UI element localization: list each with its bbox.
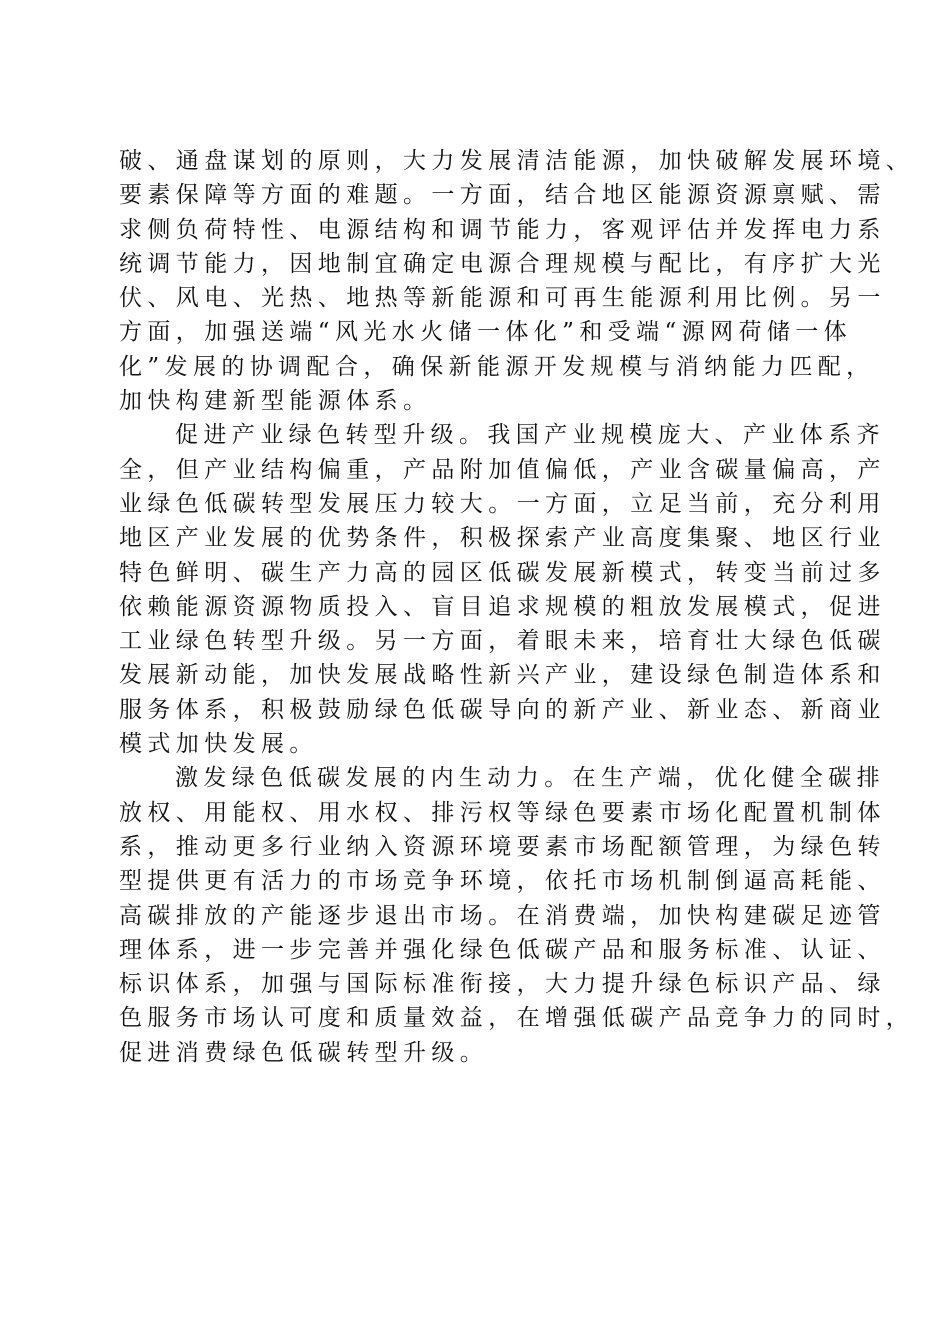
text-line: 全，但产业结构偏重，产品附加值偏低，产业含碳量偏高，产: [119, 456, 886, 483]
text-line: 工业绿色转型升级。另一方面，着眼未来，培育壮大绿色低碳: [119, 628, 886, 655]
text-line: 促进消费绿色低碳转型升级。: [119, 1039, 489, 1066]
text-line: 型提供更有活力的市场竞争环境，依托市场机制倒逼高耗能、: [119, 868, 886, 895]
document-body: [119, 144, 915, 1070]
paragraph-first-line: 促进产业绿色转型升级。我国产业规模庞大、产业体系齐: [175, 422, 885, 449]
paragraph-industry-upgrade: [119, 418, 886, 761]
text-line: 标识体系，加强与国际标准衔接，大力提升绿色标识产品、绿: [119, 971, 886, 998]
text-line: 业绿色低碳转型发展压力较大。一方面，立足当前，充分利用: [119, 490, 886, 517]
text-line: 破、通盘谋划的原则，大力发展清洁能源，加快破解发展环境、: [119, 148, 915, 174]
text-line: 求侧负荷特性、电源结构和调节能力，客观评估并发挥电力系: [119, 216, 886, 243]
text-line: 地区产业发展的优势条件，积极探索产业高度集聚、地区行业: [119, 525, 886, 552]
text-line: 加快构建新型能源体系。: [119, 388, 432, 415]
text-line: 伏、风电、光热、地热等新能源和可再生能源利用比例。另一: [119, 285, 886, 312]
text-line: 高碳排放的产能逐步退出市场。在消费端，加快构建碳足迹管: [119, 902, 886, 929]
paragraph-first-line: 激发绿色低碳发展的内生动力。在生产端，优化健全碳排: [175, 765, 885, 792]
text-line: 依赖能源资源物质投入、盲目追求规模的粗放发展模式，促进: [119, 593, 886, 620]
text-line: 统调节能力，因地制宜确定电源合理规模与配比，有序扩大光: [119, 250, 886, 277]
text-line: 色服务市场认可度和质量效益，在增强低碳产品竞争力的同时，: [119, 1005, 915, 1032]
text-line: 化”发展的协调配合，确保新能源开发规模与消纳能力匹配，: [119, 353, 875, 380]
text-line: 方面，加强送端“风光水火储一体化”和受端“源网荷储一体: [119, 319, 853, 346]
paragraph-internal-drive: [119, 761, 915, 1070]
text-line: 发展新动能，加快发展战略性新兴产业，建设绿色制造体系和: [119, 662, 886, 689]
text-line: 模式加快发展。: [119, 731, 318, 758]
text-line: 服务体系，积极鼓励绿色低碳导向的新产业、新业态、新商业: [119, 696, 886, 723]
text-line: 理体系，进一步完善并强化绿色低碳产品和服务标准、认证、: [119, 936, 886, 963]
text-line: 系，推动更多行业纳入资源环境要素市场配额管理，为绿色转: [119, 833, 886, 860]
paragraph-clean-energy: [119, 144, 915, 418]
text-line: 放权、用能权、用水权、排污权等绿色要素市场化配置机制体: [119, 799, 886, 826]
text-line: 特色鲜明、碳生产力高的园区低碳发展新模式，转变当前过多: [119, 559, 886, 586]
text-line: 要素保障等方面的难题。一方面，结合地区能源资源禀赋、需: [119, 182, 886, 209]
